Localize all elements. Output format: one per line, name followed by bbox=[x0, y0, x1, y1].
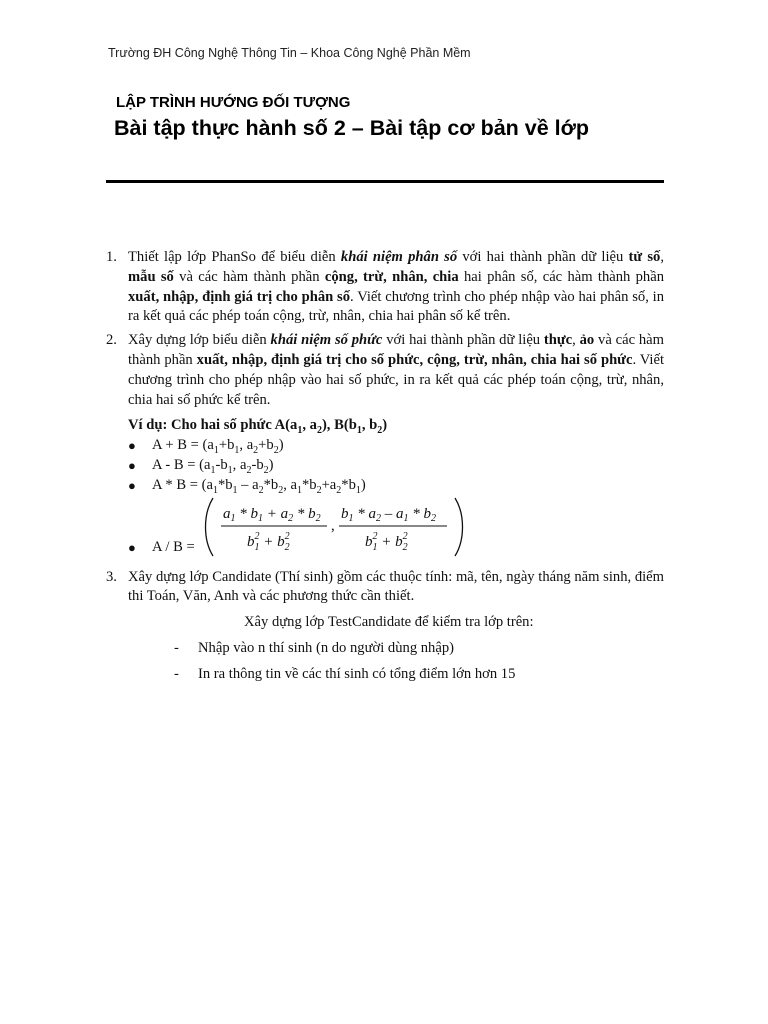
test-intro: Xây dựng lớp TestCandidate để kiểm tra lớp trên: bbox=[244, 614, 534, 631]
test-step-1: - Nhập vào n thí sinh (n do người dùng nhập) bbox=[174, 639, 454, 656]
page-header: Trường ĐH Công Nghệ Thông Tin – Khoa Công Nghệ Phần Mềm bbox=[108, 46, 471, 60]
div-label: A / B = bbox=[152, 538, 195, 555]
exercise-number: 3. bbox=[106, 568, 117, 585]
div-numerator-1: $a_1 * b_1 + a_2 * b_2$ bbox=[222, 505, 321, 524]
example-mul: ● $A * B = (a_1*b_1 - a_2*b_2$, $a_1*b_2+a_2*b_1$) bbox=[128, 476, 366, 496]
test-step-2: - In ra thông tin về các thí sinh có tổng điểm lớn hơn 15 bbox=[174, 665, 516, 682]
exercise-item-2 bbox=[106, 331, 664, 410]
course-subject: LẬP TRÌNH HƯỚNG ĐỐI TƯỢNG bbox=[116, 94, 351, 111]
exercise-item-1 bbox=[106, 248, 664, 327]
bullet-icon: ● bbox=[128, 539, 136, 555]
example-add: ● $A + B = (a_1+b_1$, $a_2+b_2$) bbox=[128, 437, 284, 457]
div-numerator-2: $b_1 * a_2 - a_1 * b_2$ bbox=[340, 505, 436, 524]
exercise-number: 2. bbox=[106, 332, 117, 349]
example-div bbox=[128, 496, 664, 558]
bullet-icon: ● bbox=[128, 477, 136, 493]
page-title: Bài tập thực hành số 2 – Bài tập cơ bản về lớp bbox=[114, 116, 590, 140]
division-formula bbox=[199, 496, 469, 558]
example-heading: Ví dụ: Cho hai số phức $A(a_1$, $a_2$), $B(b_1$, $b_2$) bbox=[128, 417, 388, 437]
exercise-text: Xây dựng lớp biểu diễn khái niệm số phức với hai thành phần dữ liệu thực, ảo và các hàm thành phần xuất, nhập, định giá trị cho số phức, cộng, trừ, nhân, chia hai số phức. Viết chương trình cho phép nhập vào hai số phức, in ra kết quả các phép toán cộng, trừ, nhân, chia hai số phức kể trên. bbox=[128, 332, 665, 408]
bullet-icon: ● bbox=[128, 438, 136, 454]
title-divider bbox=[106, 180, 664, 183]
div-denominator-1: $b^2$ $1 + b^2$ 2 bbox=[246, 530, 290, 553]
exercise-text: Xây dựng lớp Candidate (Thí sinh) gồm các thuộc tính: mã, tên, ngày tháng năm sinh, điểm thi Toán, Văn, Anh và các phương thức cần thiết. bbox=[128, 568, 664, 605]
exercise-list bbox=[106, 248, 664, 685]
div-denominator-2: $b^2$ $1 + b^2$ 2 bbox=[364, 530, 408, 553]
exercise-item-3 bbox=[106, 568, 664, 608]
exercise-number: 1. bbox=[106, 249, 117, 265]
svg-text:,: , bbox=[330, 517, 335, 534]
example-sub: ● $A - B = (a_1-b_1$, $a_2-b_2$) bbox=[128, 456, 274, 476]
exercise-text: Thiết lập lớp PhanSo để biểu diễn khái niệm phân số với hai thành phần dữ liệu tử số, mẫu số và các hàm thành phần cộng, trừ, nhân, chia hai phân số, các hàm thành phần xuất, nhập, định giá trị cho phân số. Viết chương trình cho phép nhập vào hai phân số, in ra kết quả các phép toán cộng, trừ, nhân, chia hai phân số kể trên. bbox=[128, 249, 665, 325]
bullet-icon: ● bbox=[128, 457, 136, 473]
